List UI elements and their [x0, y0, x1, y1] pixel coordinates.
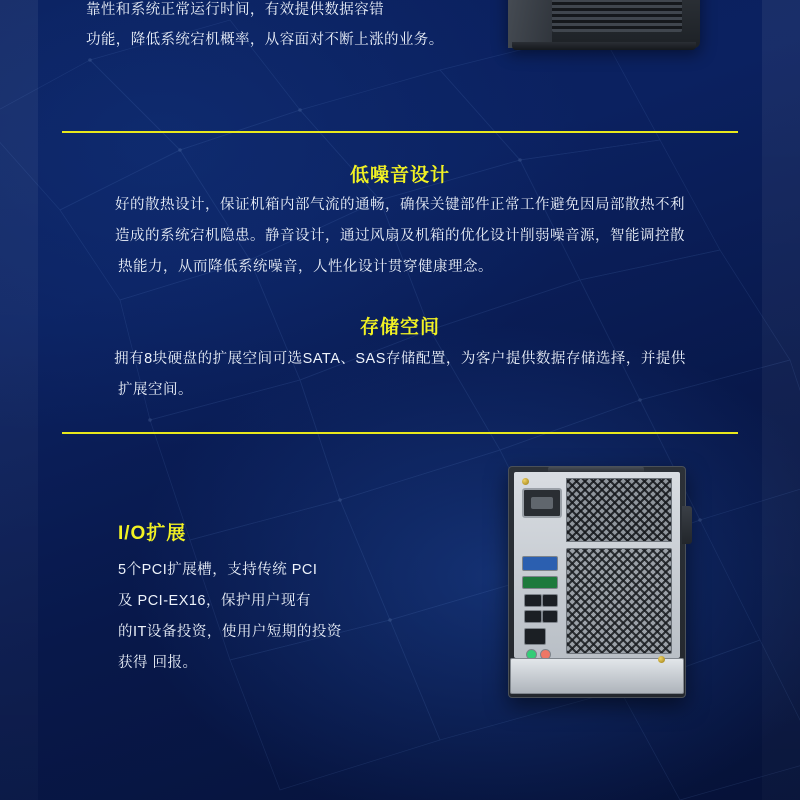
divider-bottom — [62, 432, 738, 434]
low-noise-line-2: 造成的系统宕机隐患。静音设计，通过风扇及机箱的优化设计削弱噪音源，智能调控散 — [115, 228, 685, 244]
heading-io-expansion: I/O扩展 — [118, 523, 187, 544]
io-line-3: 的IT设备投资，使用户短期的投资 — [118, 624, 342, 640]
top-paragraph-line-2: 功能，降低系统宕机概率，从容面对不断上涨的业务。 — [86, 32, 444, 48]
io-line-4: 获得 回报。 — [118, 655, 198, 671]
top-paragraph-line-1: 靠性和系统正常运行时间，有效提供数据容错 — [86, 2, 384, 18]
io-line-2: 及 PCI-EX16，保护用户现有 — [118, 593, 311, 609]
server-rear-panel-image — [508, 466, 686, 698]
divider-top — [62, 131, 738, 133]
io-line-1: 5个PCI扩展槽，支持传统 PCI — [118, 562, 318, 578]
low-noise-line-1: 好的散热设计，保证机箱内部气流的通畅，确保关键部件正常工作避免因局部散热不利 — [115, 197, 685, 213]
storage-line-2: 扩展空间。 — [118, 382, 193, 398]
low-noise-line-3: 热能力，从而降低系统噪音，人性化设计贯穿健康理念。 — [118, 259, 493, 275]
heading-low-noise: 低噪音设计 — [349, 165, 450, 186]
storage-line-1: 拥有8块硬盘的扩展空间可选SATA、SAS存储配置，为客户提供数据存储选择，并提供 — [114, 351, 686, 367]
heading-storage: 存储空间 — [359, 317, 440, 338]
